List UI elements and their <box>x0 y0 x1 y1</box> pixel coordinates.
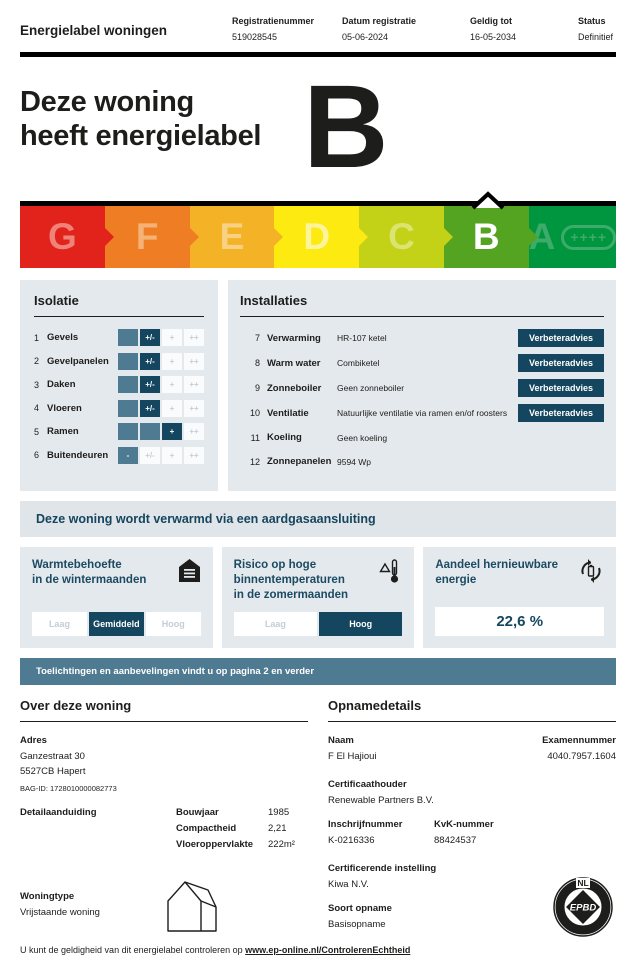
chevron-right-icon <box>444 228 453 246</box>
scale-segment-c <box>359 206 444 268</box>
header-field-value: 05-06-2024 <box>342 32 389 42</box>
segment-letter: D <box>303 216 331 257</box>
chevron-right-icon <box>274 228 283 246</box>
row-label: Gevels <box>47 332 79 343</box>
rating-cell: + <box>162 329 182 346</box>
property-row <box>176 839 308 850</box>
rating-cell <box>118 400 138 417</box>
rating-cell: + <box>162 400 182 417</box>
rating-cell <box>118 353 138 370</box>
rating-cell <box>118 329 138 346</box>
row-number: 9 <box>254 383 260 393</box>
header <box>20 0 616 42</box>
details-section <box>20 698 616 943</box>
header-field <box>232 16 342 42</box>
kvk-value: 88424537 <box>434 835 477 846</box>
soort-opname-label: Soort opname <box>328 903 392 914</box>
note-bar: Toelichtingen en aanbevelingen vindt u op pagina 2 en verder <box>20 658 616 685</box>
scale-segment-d <box>274 206 359 268</box>
woningtype-label: Woningtype <box>20 891 75 902</box>
chevron-right-icon <box>190 228 199 246</box>
row-label: Ventilatie <box>267 407 309 419</box>
property-value: 222m² <box>268 839 295 850</box>
row-number: 2 <box>34 356 40 366</box>
certificaathouder-label: Certificaathouder <box>328 779 407 790</box>
epbd-seal-icon <box>552 876 614 943</box>
indicator-option: Hoog <box>319 612 402 636</box>
row-label: Ramen <box>47 426 79 437</box>
heat-demand-scale <box>32 612 201 636</box>
verbeteradvies-button[interactable]: Verbeteradvies <box>518 329 604 347</box>
rating-cells <box>118 329 204 346</box>
adres-label: Adres <box>20 735 47 746</box>
segment-letter: A <box>528 216 556 257</box>
header-field <box>342 16 470 42</box>
rating-cell: +/- <box>140 376 160 393</box>
rating-cells <box>118 376 204 393</box>
verbeteradvies-button[interactable]: Verbeteradvies <box>518 354 604 372</box>
inschrijfnummer-value: K-0216336 <box>328 835 375 846</box>
isolatie-row <box>34 376 204 393</box>
indicator-option: Laag <box>234 612 317 636</box>
overheating-risk-title: Risico op hoge binnentemperaturen in de zomermaanden <box>233 559 349 601</box>
header-field-label: Registratienummer <box>232 16 315 26</box>
svg-text:EPBD: EPBD <box>569 902 597 914</box>
rating-cell: +/- <box>140 329 160 346</box>
row-label: Warm water <box>267 357 321 369</box>
rating-cell: +/- <box>140 447 160 464</box>
woningtype-value: Vrijstaande woning <box>20 907 100 918</box>
certificerende-instelling-label: Certificerende instelling <box>328 863 437 874</box>
inschrijfnummer-label: Inschrijfnummer <box>328 819 403 830</box>
rating-cell: ++ <box>184 353 204 370</box>
ratings-section <box>20 280 616 491</box>
naam-value: F El Hajioui <box>328 751 377 762</box>
segment-letter: E <box>219 216 245 257</box>
installatie-row <box>240 379 604 397</box>
header-field-value: Definitief <box>578 32 614 42</box>
row-label: Zonneboiler <box>267 382 322 394</box>
hero-section <box>20 61 616 193</box>
segment-letter: C <box>388 216 415 257</box>
row-label: Vloeren <box>47 402 82 414</box>
row-number: 10 <box>249 408 260 418</box>
row-label: Koeling <box>267 432 302 443</box>
indicator-option: Hoog <box>146 612 201 636</box>
scale-segment-a <box>529 206 616 268</box>
rating-cell: +/- <box>140 353 160 370</box>
installatie-row <box>240 453 604 470</box>
property-label: Compactheid <box>176 823 237 834</box>
renewable-share-title: Aandeel hernieuwbare energie <box>435 559 559 586</box>
detailaanduiding-label: Detailaanduiding <box>20 807 97 818</box>
row-value: Combiketel <box>337 358 380 368</box>
opnamedetails-column <box>328 698 616 943</box>
footer <box>20 945 616 955</box>
header-divider <box>20 52 616 57</box>
header-field-label: Status <box>578 16 606 26</box>
rating-cell: + <box>162 423 182 440</box>
certificerende-instelling-value: Kiwa N.V. <box>328 879 369 890</box>
isolatie-rows <box>34 329 204 464</box>
row-number: 7 <box>254 333 260 343</box>
segment-letter: B <box>472 216 500 257</box>
header-field-label: Datum registratie <box>342 16 417 26</box>
rating-cells <box>118 447 204 464</box>
soort-opname-value: Basisopname <box>328 919 386 930</box>
rating-cells <box>118 353 204 370</box>
property-row <box>176 807 308 818</box>
property-value: 2,21 <box>268 823 287 834</box>
property-row <box>176 823 308 834</box>
chevron-right-icon <box>359 228 368 246</box>
isolatie-title: Isolatie <box>34 293 204 317</box>
isolatie-row <box>34 423 204 440</box>
bag-id: BAG-ID: 1728010000082773 <box>20 784 117 793</box>
isolatie-row <box>34 447 204 464</box>
svg-text:NL: NL <box>577 878 589 888</box>
rating-cell <box>140 423 160 440</box>
rating-cell: - <box>118 447 138 464</box>
isolatie-panel <box>20 280 218 491</box>
installatie-row <box>240 429 604 446</box>
segment-letter: F <box>135 216 159 257</box>
installatie-row <box>240 354 604 372</box>
rating-cell: ++ <box>184 447 204 464</box>
footer-text: U kunt de geldigheid van dit energielabel controleren op <box>20 945 246 955</box>
verbeteradvies-button[interactable]: Verbeteradvies <box>518 404 604 422</box>
row-value: Geen zonneboiler <box>337 383 405 393</box>
header-field <box>578 16 616 42</box>
row-number: 3 <box>34 379 40 390</box>
header-fields <box>232 16 616 42</box>
scale-segment-g <box>20 206 105 268</box>
renewable-share-box <box>423 547 616 648</box>
row-value: Natuurlijke ventilatie via ramen en/of roosters <box>337 408 508 418</box>
isolatie-row <box>34 400 204 417</box>
adres-city: 5527CB Hapert <box>20 766 86 777</box>
rating-cells <box>118 400 204 417</box>
row-label: Gevelpanelen <box>47 355 109 367</box>
chevron-right-icon <box>529 228 538 246</box>
row-value: HR-107 ketel <box>337 333 387 343</box>
row-label: Verwarming <box>267 332 321 344</box>
adres-street: Ganzestraat 30 <box>20 751 85 762</box>
verify-link[interactable]: www.ep-online.nl/ControlerenEchtheid <box>245 945 411 955</box>
row-value: Geen koeling <box>337 432 388 443</box>
row-number: 1 <box>34 332 40 343</box>
about-title: Over deze woning <box>20 698 308 722</box>
hero-heading <box>20 77 261 153</box>
header-field <box>470 16 578 42</box>
property-label: Vloeroppervlakte <box>176 839 254 850</box>
hero-line1: Deze woning <box>20 86 194 118</box>
row-number: 8 <box>254 358 260 368</box>
header-field-value: 519028545 <box>232 32 278 42</box>
heat-demand-box <box>20 547 213 648</box>
energy-scale <box>20 201 616 268</box>
row-label: Buitendeuren <box>47 449 109 461</box>
house-icon <box>178 558 201 588</box>
energy-grade-letter: B <box>303 61 389 193</box>
row-number: 5 <box>34 426 40 437</box>
rating-cell: ++ <box>184 376 204 393</box>
thermometer-warning-icon <box>378 558 402 603</box>
header-field-label: Geldig tot <box>470 16 512 26</box>
rating-cell: ++ <box>184 423 204 440</box>
property-label: Bouwjaar <box>176 807 219 818</box>
installatie-row <box>240 329 604 347</box>
renewable-energy-icon <box>578 558 604 589</box>
isolatie-row <box>34 353 204 370</box>
isolatie-row <box>34 329 204 346</box>
indicator-option: Laag <box>32 612 87 636</box>
rating-cell: ++ <box>184 329 204 346</box>
rating-cell: ++ <box>184 400 204 417</box>
plus-plus-badge: ++++ <box>561 225 616 250</box>
document-title: Energielabel woningen <box>20 23 168 38</box>
installaties-rows <box>240 329 604 470</box>
heat-demand-title: Warmtebehoefte in de wintermaanden <box>32 559 147 586</box>
header-field-value: 16-05-2034 <box>470 32 517 42</box>
row-value: 9594 Wp <box>337 456 372 467</box>
house-outline-icon <box>158 877 218 938</box>
rating-cell: + <box>162 376 182 393</box>
row-label: Zonnepanelen <box>267 456 332 467</box>
rating-cell: + <box>162 447 182 464</box>
installaties-panel <box>228 280 616 491</box>
heating-banner: Deze woning wordt verwarmd via een aardgasaansluiting <box>20 501 616 537</box>
renewable-share-value: 22,6 % <box>435 607 604 636</box>
examennummer-value: 4040.7957.1604 <box>547 751 616 762</box>
scale-segment-e <box>190 206 275 268</box>
indicator-boxes <box>20 547 616 648</box>
certificaathouder-value: Renewable Partners B.V. <box>328 795 434 806</box>
dwelling-properties <box>176 807 308 855</box>
row-number: 6 <box>34 450 40 460</box>
scale-segment-f <box>105 206 190 268</box>
rating-cells <box>118 423 204 440</box>
kvk-label: KvK-nummer <box>434 819 494 830</box>
row-number: 4 <box>34 403 40 413</box>
property-value: 1985 <box>268 807 290 818</box>
rating-cell <box>118 423 138 440</box>
segment-letter: G <box>47 216 77 257</box>
examennummer-label: Examennummer <box>542 735 616 746</box>
scale-segment-b <box>444 206 529 268</box>
scale-pointer-icon <box>471 192 505 209</box>
indicator-option: Gemiddeld <box>89 612 144 636</box>
installatie-row <box>240 404 604 422</box>
row-number: 12 <box>249 456 260 467</box>
rating-cell <box>118 376 138 393</box>
chevron-right-icon <box>105 228 114 246</box>
rating-cell: + <box>162 353 182 370</box>
overheating-risk-box <box>222 547 415 648</box>
rating-cell: +/- <box>140 400 160 417</box>
about-dwelling-column <box>20 698 308 943</box>
row-number: 11 <box>250 432 260 443</box>
verbeteradvies-button[interactable]: Verbeteradvies <box>518 379 604 397</box>
overheating-risk-scale <box>234 612 403 636</box>
opname-title: Opnamedetails <box>328 698 616 722</box>
hero-line2: heeft energielabel <box>20 120 262 152</box>
row-label: Daken <box>47 379 76 390</box>
installaties-title: Installaties <box>240 293 604 317</box>
naam-label: Naam <box>328 735 354 746</box>
